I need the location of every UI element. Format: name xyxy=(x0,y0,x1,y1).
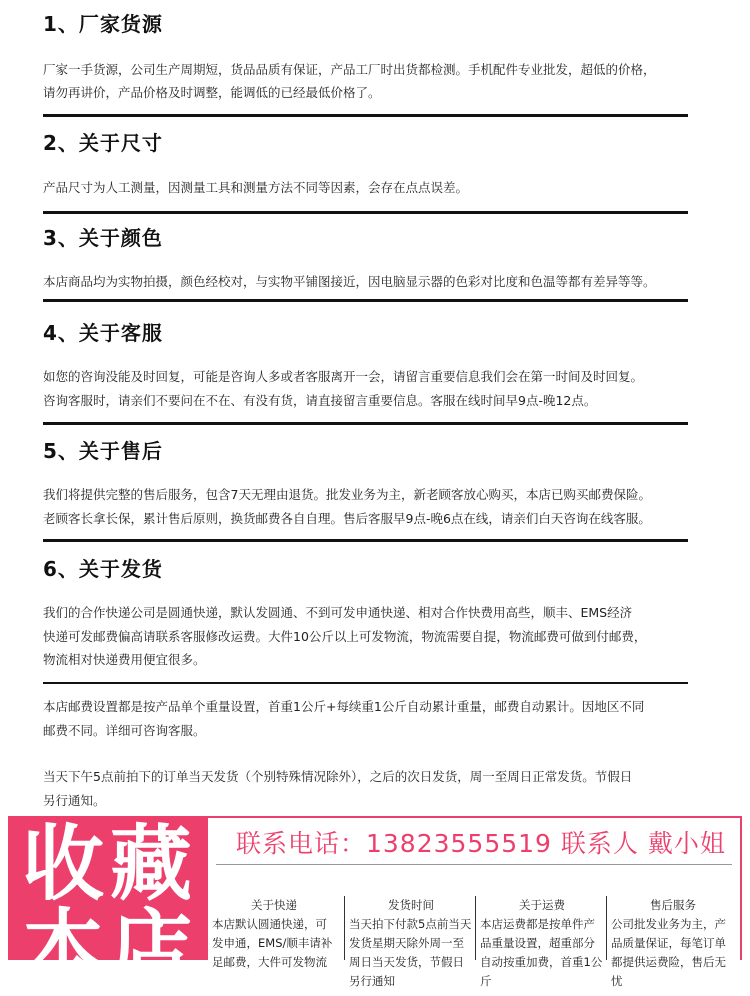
info-column-after-sales xyxy=(611,896,735,988)
postage-line-2: 邮费不同。详细可咨询客服。 xyxy=(43,723,206,738)
info-column-body: 本店运费都是按单件产品重量设置，超重部分自动按重加费，首重1公斤 xyxy=(480,917,603,988)
section-6-line-3: 物流相对快递费用便宜很多。 xyxy=(43,652,206,667)
info-column-title: 售后服务 xyxy=(650,898,696,912)
section-1-line-2: 请勿再讲价，产品价格及时调整，能调低的已经最低价格了。 xyxy=(43,85,381,100)
divider-5 xyxy=(43,539,688,542)
postage-line-1: 本店邮费设置都是按产品单个重量设置，首重1公斤+每续重1公斤自动累计重量，邮费自动累计。因地区不同 xyxy=(43,699,645,714)
section-2-line-1: 产品尺寸为人工测量，因测量工具和测量方法不同等因素，会存在点点误差。 xyxy=(43,180,469,195)
section-3-line-1: 本店商品均为实物拍摄，颜色经校对，与实物平铺图接近，因电脑显示器的色彩对比度和色温等都有差异等等。 xyxy=(43,274,656,289)
divider-4 xyxy=(43,422,688,425)
section-5-title: 5、关于售后 xyxy=(43,439,163,463)
info-column-freight xyxy=(480,896,604,988)
section-2-title: 2、关于尺寸 xyxy=(43,131,163,155)
section-4-line-1: 如您的咨询没能及时回复，可能是咨询人多或者客服离开一会，请留言重要信息我们会在第一时间及时回复。 xyxy=(43,369,644,384)
section-1-line-1: 厂家一手货源，公司生产周期短，货品品质有保证，产品工厂时出货都检测。手机配件专业批发，超低的价格， xyxy=(43,62,656,77)
divider-2 xyxy=(43,211,688,214)
section-5-line-1: 我们将提供完整的售后服务，包含7天无理由退货。批发业务为主，新老顾客放心购买，本店已购买邮费保险。 xyxy=(43,487,651,502)
info-column-body: 当天拍下付款5点前当天发货星期天除外周一至周日当天发货，节假日另行通知 xyxy=(349,917,472,988)
section-6-title: 6、关于发货 xyxy=(43,557,163,581)
section-3-title: 3、关于颜色 xyxy=(43,226,163,250)
info-column-body: 本店默认圆通快递，可发申通，EMS/顺丰请补足邮费，大件可发物流 xyxy=(212,917,333,969)
shipping-time-line-1: 当天下午5点前拍下的订单当天发货（个别特殊情况除外），之后的次日发货，周一至周日正常发货。节假日 xyxy=(43,769,633,784)
info-column-express xyxy=(212,896,336,969)
shipping-time-line-2: 另行通知。 xyxy=(43,793,106,808)
section-5-line-2: 老顾客长拿长保，累计售后原则，换货邮费各自自理。售后客服早9点-晚6点在线，请亲们白天咨询在线客服。 xyxy=(43,511,651,526)
banner-char-4: 店 xyxy=(110,901,193,996)
divider-6 xyxy=(43,682,688,684)
column-divider xyxy=(344,896,345,960)
info-column-title: 关于运费 xyxy=(519,898,565,912)
section-4-line-2: 咨询客服时，请亲们不要问在不在、有没有货，请直接留言重要信息。客服在线时间早9点-晚12点。 xyxy=(43,393,597,408)
contact-info: 联系电话：13823555519 联系人 戴小姐 xyxy=(236,829,726,858)
section-1-title: 1、厂家货源 xyxy=(43,12,163,36)
section-4-title: 4、关于客服 xyxy=(43,321,163,345)
info-column-ship-time xyxy=(349,896,473,988)
info-column-body: 公司批发业务为主，产品质量保证，每笔订单都提供运费险，售后无忧 xyxy=(611,917,726,988)
banner-char-3: 本 xyxy=(22,901,105,996)
favorite-store-block[interactable] xyxy=(8,816,206,996)
column-divider xyxy=(606,896,607,960)
banner-char-1: 收 xyxy=(22,817,105,912)
section-6-line-1: 我们的合作快递公司是圆通快递，默认发圆通、不到可发申通快递、相对合作快费用高些，顺丰、EMS经济 xyxy=(43,605,633,620)
info-column-title: 关于快递 xyxy=(251,898,297,912)
divider-1 xyxy=(43,114,688,117)
divider-3 xyxy=(43,299,688,302)
section-6-line-2: 快递可发邮费偏高请联系客服修改运费。大件10公斤以上可发物流，物流需要自提，物流邮费可做到付邮费， xyxy=(43,629,647,644)
contact-divider xyxy=(216,864,732,865)
info-column-title: 发货时间 xyxy=(388,898,434,912)
store-banner xyxy=(0,812,750,996)
column-divider xyxy=(475,896,476,960)
banner-char-2: 藏 xyxy=(110,817,193,912)
